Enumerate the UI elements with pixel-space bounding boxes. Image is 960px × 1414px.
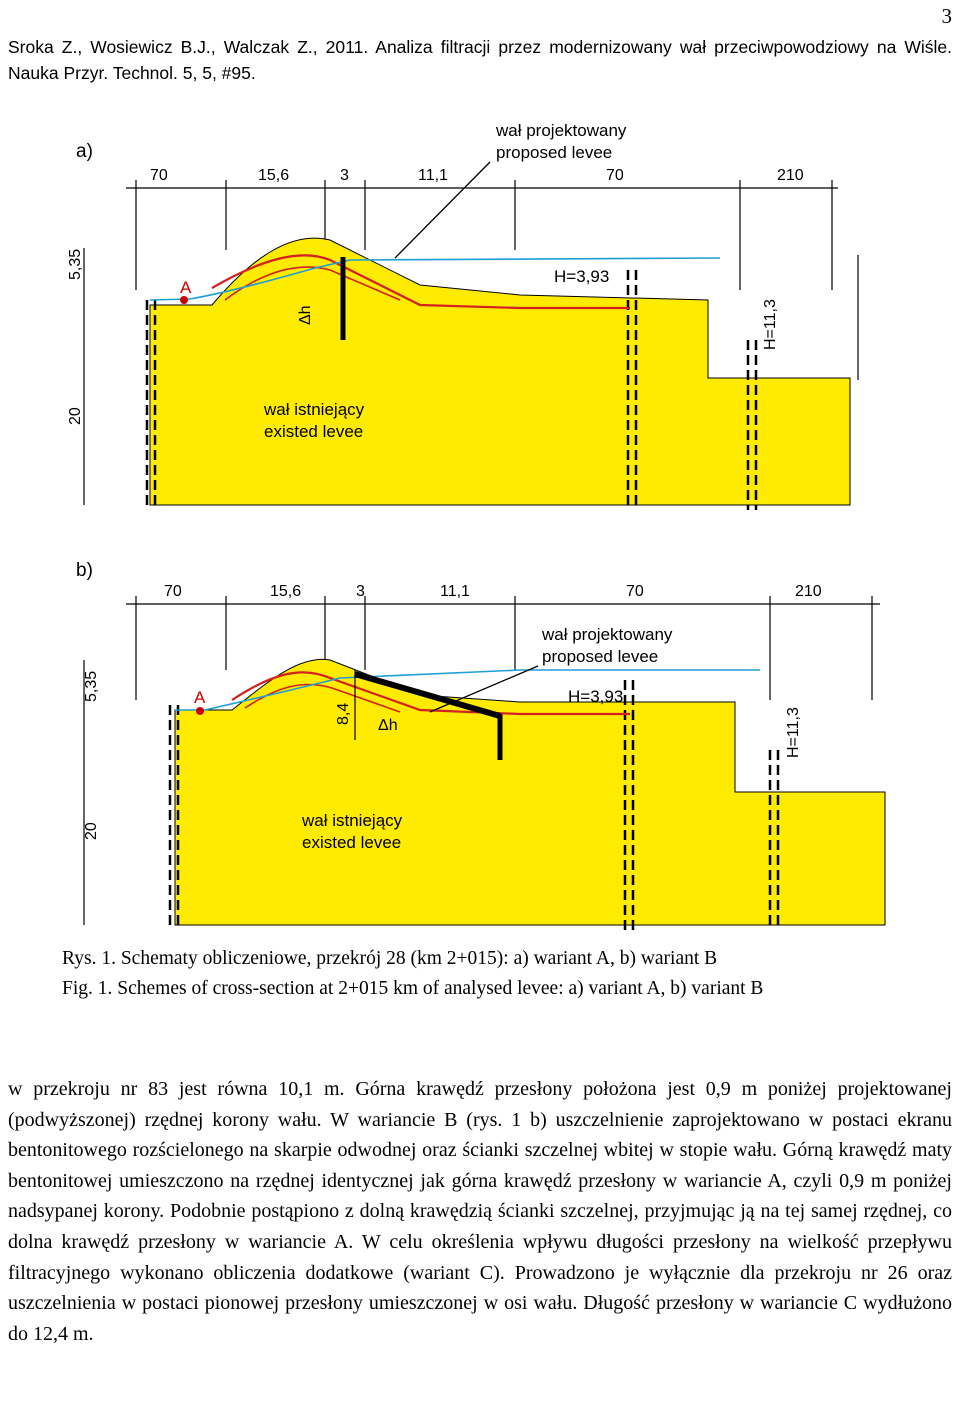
mat-height-label: 8,4 bbox=[335, 702, 352, 725]
proposed-levee-label-pl: wał projektowany bbox=[496, 121, 627, 140]
figure-a-diagram bbox=[0, 110, 960, 525]
point-a-label: A bbox=[194, 688, 206, 707]
existed-levee-label-pl: wał istniejący bbox=[264, 400, 365, 419]
dim-5-35: 5,35 bbox=[67, 248, 84, 280]
existed-levee-label-en: existed levee bbox=[302, 833, 402, 852]
dim-70-left: 70 bbox=[164, 583, 182, 600]
dim-15-6: 15,6 bbox=[270, 583, 302, 600]
dim-3: 3 bbox=[356, 583, 365, 600]
proposed-levee-label-pl: wał projektowany bbox=[542, 625, 673, 644]
head-label: H=3,93 bbox=[554, 267, 610, 286]
point-a-marker bbox=[180, 296, 188, 304]
dim-20: 20 bbox=[67, 407, 84, 425]
dim-11-1: 11,1 bbox=[418, 167, 448, 184]
dim-3: 3 bbox=[340, 167, 349, 184]
point-a-marker bbox=[196, 707, 204, 715]
proposed-levee-label-en: proposed levee bbox=[496, 143, 613, 162]
dim-70-right: 70 bbox=[626, 583, 644, 600]
figure-a-label: a) bbox=[76, 141, 93, 162]
dim-5-35: 5,35 bbox=[83, 670, 100, 702]
body-paragraph bbox=[8, 1074, 952, 1349]
caption-pl: Rys. 1. Schematy obliczeniowe, przekrój 28 (km 2+015): a) wariant A, b) wariant B bbox=[62, 948, 718, 969]
height-label: H=11,3 bbox=[785, 707, 802, 758]
dim-70-right: 70 bbox=[606, 167, 624, 184]
point-a-label: A bbox=[180, 278, 192, 297]
delta-h-label: Δh bbox=[297, 305, 314, 325]
existed-levee-label-en: existed levee bbox=[264, 422, 364, 441]
top-dimension-line bbox=[126, 596, 880, 700]
top-dimension-line bbox=[126, 180, 838, 290]
dim-15-6: 15,6 bbox=[258, 167, 290, 184]
caption-en: Fig. 1. Schemes of cross-section at 2+015 km of analysed levee: a) variant A, b) variant B bbox=[62, 978, 764, 999]
dim-210: 210 bbox=[777, 167, 804, 184]
dim-70-left: 70 bbox=[150, 167, 168, 184]
dim-11-1: 11,1 bbox=[440, 583, 470, 600]
body-text: w przekroju nr 83 jest równa 10,1 m. Górna krawędź przesłony położona jest 0,9 m poniżej projektowanej (podwyższonej) rzędnej korony wału. W wariancie B (rys. 1 b) uszczelnienie zaprojektowano w postaci ekranu bentonitowego rozścielonego na skarpie odwodnej oraz ścianki szczelnej wbitej w stopie wału. Górną krawędź maty bentonitowej umieszczono na rzędnej identycznej jak górna krawędź przesłony w wariancie A, czyli 0,9 m poniżej nadsypanej korony. Podobnie postąpiono z dolną krawędzią ścianki szczelnej, przyjmując ją na tej samej rzędnej, co dolna krawędź przesłony w wariancie A. W celu określenia wpływu długości przesłony na wielkość przepływu filtracyjnego wykonano obliczenia dodatkowe (wariant C). Prowadzono je wyłącznie dla przekroju nr 26 oraz uszczelnienia w postaci pionowej przesłony umieszczonej w osi wału. Długość przesłony w wariancie C wydłużono do 12,4 m. bbox=[8, 1078, 952, 1345]
soil-body bbox=[150, 238, 850, 505]
delta-h-label: Δh bbox=[378, 717, 398, 734]
figure-b-label: b) bbox=[76, 560, 93, 581]
figure-b-diagram bbox=[0, 530, 960, 935]
header-citation: Sroka Z., Wosiewicz B.J., Walczak Z., 2011. Analiza filtracji przez modernizowany wał przeciwpowodziowy na Wiśle. Nauka Przyr. Technol. 5, 5, #95. bbox=[8, 37, 952, 83]
dim-20: 20 bbox=[83, 822, 100, 840]
proposed-levee-label-en: proposed levee bbox=[542, 647, 659, 666]
dim-210: 210 bbox=[795, 583, 822, 600]
existed-levee-label-pl: wał istniejący bbox=[302, 811, 403, 830]
head-label: H=3,93 bbox=[568, 687, 624, 706]
page-number: 3 bbox=[941, 4, 952, 28]
height-label: H=11,3 bbox=[762, 299, 779, 350]
